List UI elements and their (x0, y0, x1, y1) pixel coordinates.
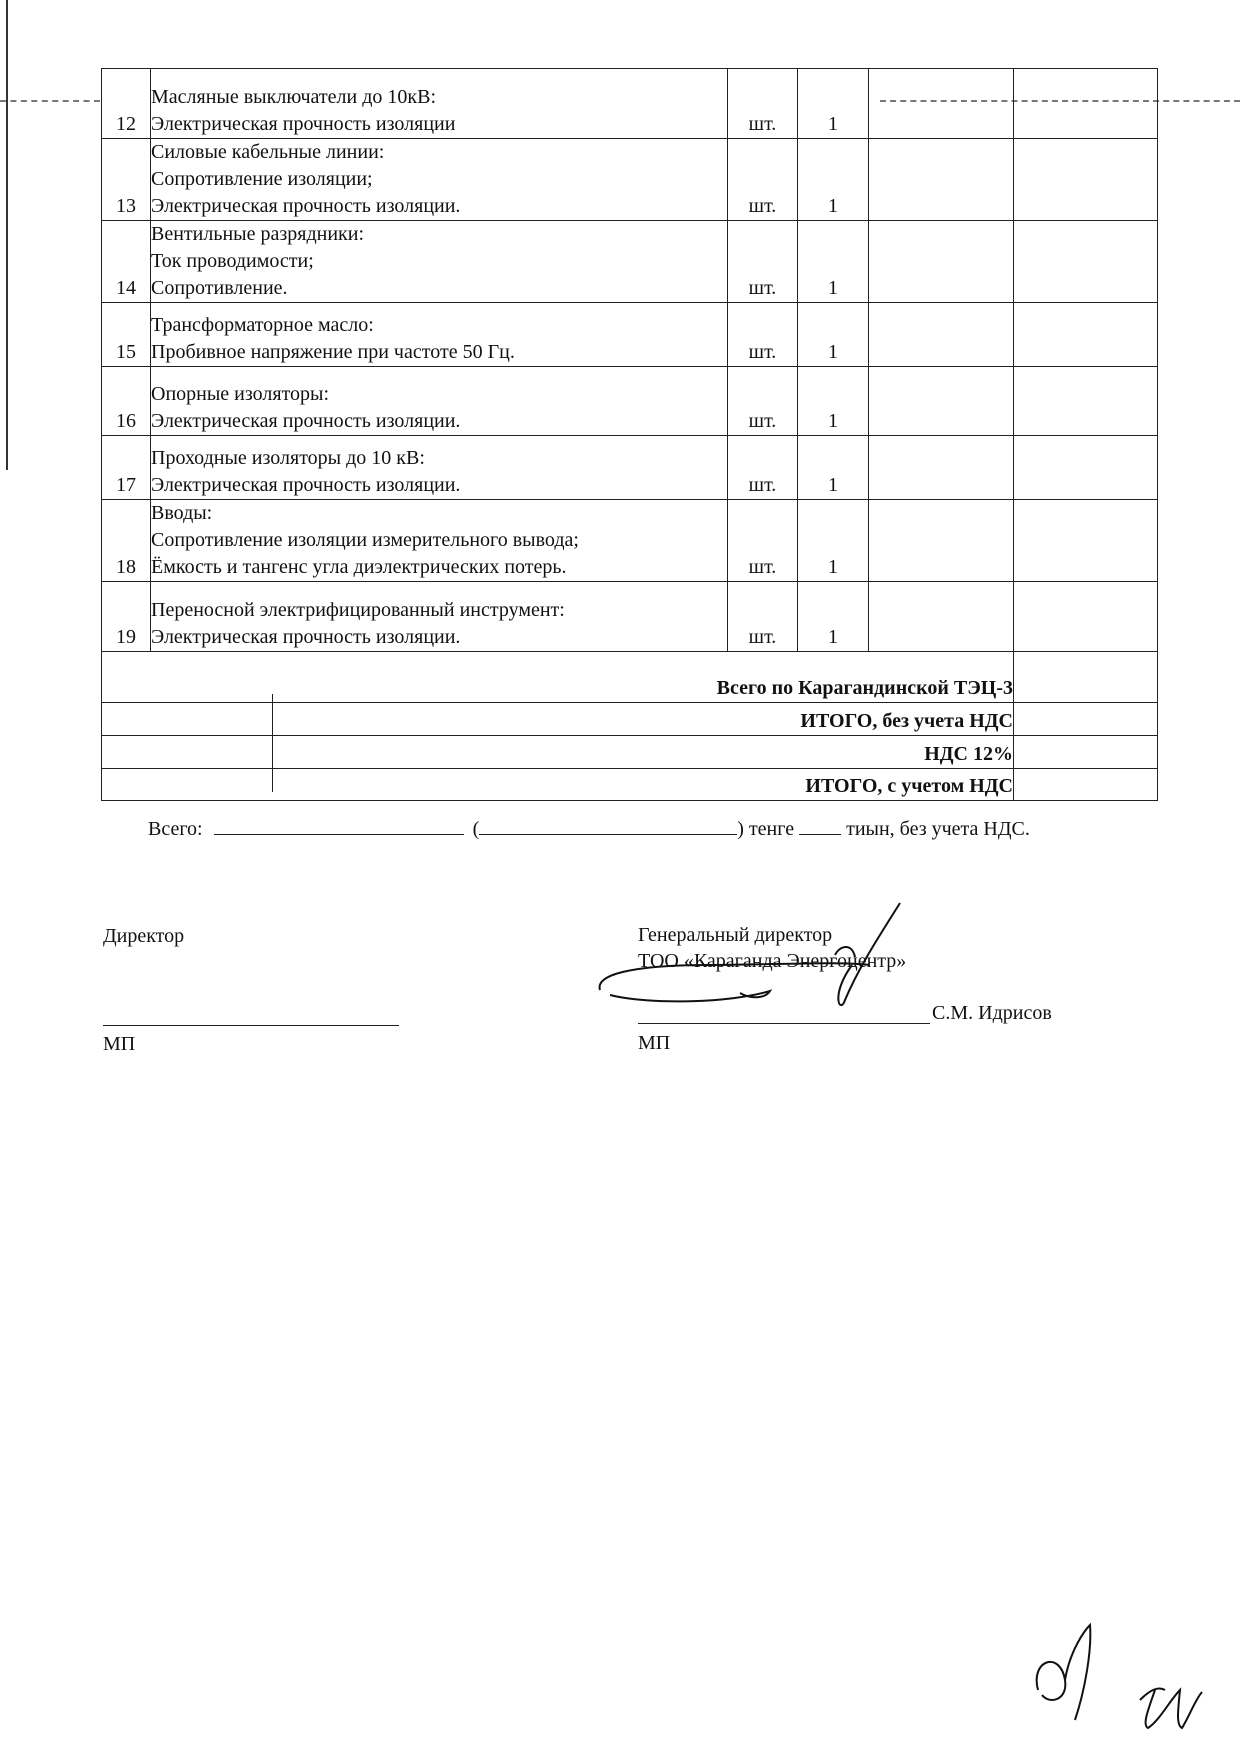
right-signatory-company: ТОО «Караганда Энергоцентр» (638, 950, 907, 972)
description-line: Сопротивление изоляции; (151, 168, 373, 190)
row-price (869, 367, 1014, 436)
total-prefix: Всего: (148, 818, 203, 840)
row-quantity: 1 (798, 69, 869, 139)
handwritten-initials (1030, 1610, 1220, 1740)
row-number: 13 (102, 139, 151, 221)
summary-value-with-vat (1014, 769, 1158, 801)
description-line: Вентильные разрядники: (151, 223, 365, 245)
summary-label-total-tec: Всего по Карагандинской ТЭЦ-3 (102, 652, 1014, 703)
row-sum (1014, 303, 1158, 367)
row-description (151, 500, 728, 582)
summary-row-with-vat (102, 769, 1158, 801)
total-amount-line (148, 816, 1030, 841)
left-signatory-title: Директор (103, 925, 185, 947)
handwritten-signature (590, 895, 910, 1045)
table-row (102, 303, 1158, 367)
row-sum (1014, 582, 1158, 652)
row-quantity: 1 (798, 303, 869, 367)
row-price (869, 69, 1014, 139)
right-signatory-name: С.М. Идрисов (932, 1002, 1052, 1024)
total-amount-blank (214, 816, 464, 835)
summary-body (102, 652, 1158, 801)
total-open-paren: ( (472, 818, 480, 840)
total-tiyn-blank (799, 816, 841, 835)
row-quantity: 1 (798, 139, 869, 221)
row-quantity: 1 (798, 582, 869, 652)
description-line: Электрическая прочность изоляции. (151, 474, 461, 496)
row-sum (1014, 139, 1158, 221)
row-description (151, 139, 728, 221)
table-row (102, 221, 1158, 303)
description-line: Опорные изоляторы: (151, 383, 330, 405)
total-tenge: ) тенге (737, 818, 795, 840)
summary-row-no-vat (102, 703, 1158, 736)
row-unit: шт. (728, 367, 798, 436)
row-description (151, 303, 728, 367)
row-unit: шт. (728, 500, 798, 582)
row-price (869, 221, 1014, 303)
row-sum (1014, 367, 1158, 436)
row-price (869, 436, 1014, 500)
summary-value-vat (1014, 736, 1158, 769)
row-sum (1014, 436, 1158, 500)
description-line: Электрическая прочность изоляции. (151, 195, 461, 217)
row-sum (1014, 69, 1158, 139)
row-number: 12 (102, 69, 151, 139)
right-signatory-title: Генеральный директор (638, 924, 833, 946)
table-row (102, 582, 1158, 652)
right-stamp-label: МП (638, 1032, 671, 1054)
row-number: 17 (102, 436, 151, 500)
row-unit: шт. (728, 221, 798, 303)
row-number: 19 (102, 582, 151, 652)
description-line: Масляные выключатели до 10кВ: (151, 86, 436, 108)
row-quantity: 1 (798, 367, 869, 436)
description-line: Ёмкость и тангенс угла диэлектрических потерь. (151, 556, 567, 578)
row-unit: шт. (728, 303, 798, 367)
row-description (151, 367, 728, 436)
row-description (151, 69, 728, 139)
row-quantity: 1 (798, 221, 869, 303)
description-line: Переносной электрифицированный инструмент: (151, 599, 565, 621)
description-line: Электрическая прочность изоляции (151, 113, 456, 135)
table-row (102, 500, 1158, 582)
row-price (869, 582, 1014, 652)
table-row (102, 139, 1158, 221)
summary-label-vat: НДС 12% (102, 736, 1014, 769)
summary-row-vat (102, 736, 1158, 769)
scan-edge-line (6, 0, 8, 470)
row-number: 14 (102, 221, 151, 303)
row-quantity: 1 (798, 500, 869, 582)
table-row (102, 436, 1158, 500)
row-description (151, 582, 728, 652)
services-table-body (102, 69, 1158, 652)
total-words-blank (479, 816, 737, 835)
scan-dash-artifact (0, 100, 100, 102)
services-table (101, 68, 1158, 801)
row-quantity: 1 (798, 436, 869, 500)
row-sum (1014, 500, 1158, 582)
left-stamp-label: МП (103, 1033, 136, 1055)
description-line: Вводы: (151, 502, 213, 524)
row-price (869, 139, 1014, 221)
description-line: Силовые кабельные линии: (151, 141, 385, 163)
row-unit: шт. (728, 436, 798, 500)
row-unit: шт. (728, 139, 798, 221)
summary-value-no-vat (1014, 703, 1158, 736)
table-row (102, 367, 1158, 436)
row-unit: шт. (728, 582, 798, 652)
row-price (869, 500, 1014, 582)
description-line: Электрическая прочность изоляции. (151, 410, 461, 432)
row-number: 15 (102, 303, 151, 367)
summary-label-with-vat: ИТОГО, с учетом НДС (102, 769, 1014, 801)
row-description (151, 221, 728, 303)
row-number: 18 (102, 500, 151, 582)
row-sum (1014, 221, 1158, 303)
total-tiyn: тиын, без учета НДС. (846, 818, 1030, 840)
row-price (869, 303, 1014, 367)
description-line: Трансформаторное масло: (151, 314, 374, 336)
row-number: 16 (102, 367, 151, 436)
description-line: Сопротивление. (151, 277, 288, 299)
left-signature-line (103, 1025, 399, 1026)
description-line: Электрическая прочность изоляции. (151, 626, 461, 648)
summary-column-divider (272, 694, 273, 792)
table-row (102, 69, 1158, 139)
row-unit: шт. (728, 69, 798, 139)
summary-value-total-tec (1014, 652, 1158, 703)
row-description (151, 436, 728, 500)
summary-label-no-vat: ИТОГО, без учета НДС (102, 703, 1014, 736)
description-line: Сопротивление изоляции измерительного вывода; (151, 529, 579, 551)
description-line: Проходные изоляторы до 10 кВ: (151, 447, 425, 469)
description-line: Ток проводимости; (151, 250, 314, 272)
summary-row-total-tec (102, 652, 1158, 703)
description-line: Пробивное напряжение при частоте 50 Гц. (151, 341, 515, 363)
